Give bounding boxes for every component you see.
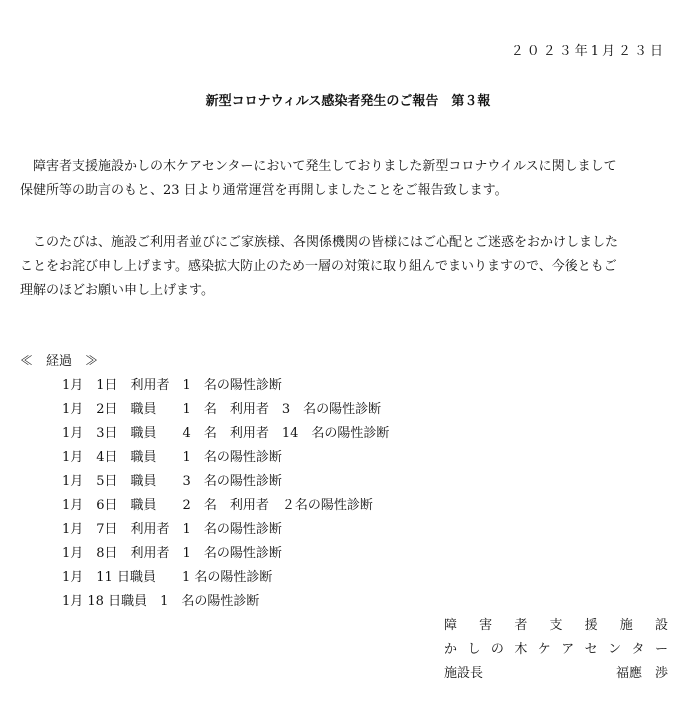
paragraph-line: 保健所等の助言のもと、23 日より通常運営を再開しましたことをご報告致します。 (20, 183, 508, 198)
history-entry: 1月 11 日職員 1 名の陽性診断 (62, 570, 273, 585)
history-entry: 1月 5日 職員 3 名の陽性診断 (62, 474, 282, 489)
history-entry: 1月 7日 利用者 1 名の陽性診断 (62, 522, 282, 537)
history-heading: ≪ 経過 ≫ (20, 354, 99, 369)
signature-name-line (444, 662, 668, 686)
history-entry: 1月 2日 職員 1 名 利用者 3 名の陽性診断 (62, 402, 382, 417)
signature-facility: か し の 木 ケ ア セ ン タ ー (444, 642, 668, 657)
history-entry: 1月 3日 職員 4 名 利用者 14 名の陽性診断 (62, 426, 390, 441)
history-entry: 1月 1日 利用者 1 名の陽性診断 (62, 378, 282, 393)
paragraph-line: 障害者支援施設かしの木ケアセンターにおいて発生しておりました新型コロナウイルスに関しまして (20, 159, 617, 174)
paragraph-reopening (20, 155, 676, 203)
signature-name: 福應 渉 (615, 666, 668, 681)
signature-block (444, 614, 668, 686)
paragraph-line: ことをお詫び申し上げます。感染拡大防止のため一層の対策に取り組んでまいりますので、今後ともご (20, 259, 617, 274)
history-entry: 1月 8日 利用者 1 名の陽性診断 (62, 546, 282, 561)
paragraph-line: このたびは、施設ご利用者並びにご家族様、各関係機関の皆様にはご心配とご迷惑をおかけしました (20, 235, 619, 250)
signature-role: 施設長 (444, 666, 484, 681)
paragraph-apology (20, 231, 676, 303)
document-date: ２０２３年1月２３日 (510, 44, 666, 59)
history-entry: 1月 6日 職員 2 名 利用者 ２名の陽性診断 (62, 498, 373, 513)
paragraph-line: 理解のほどお願い申し上げます。 (20, 283, 214, 298)
history-list (62, 374, 389, 614)
history-entry: 1月 18 日職員 1 名の陽性診断 (62, 594, 260, 609)
signature-organization: 障 害 者 支 援 施 設 (444, 618, 668, 633)
document-title: 新型コロナウィルス感染者発生のご報告 第３報 (205, 94, 491, 109)
history-entry: 1月 4日 職員 1 名の陽性診断 (62, 450, 282, 465)
